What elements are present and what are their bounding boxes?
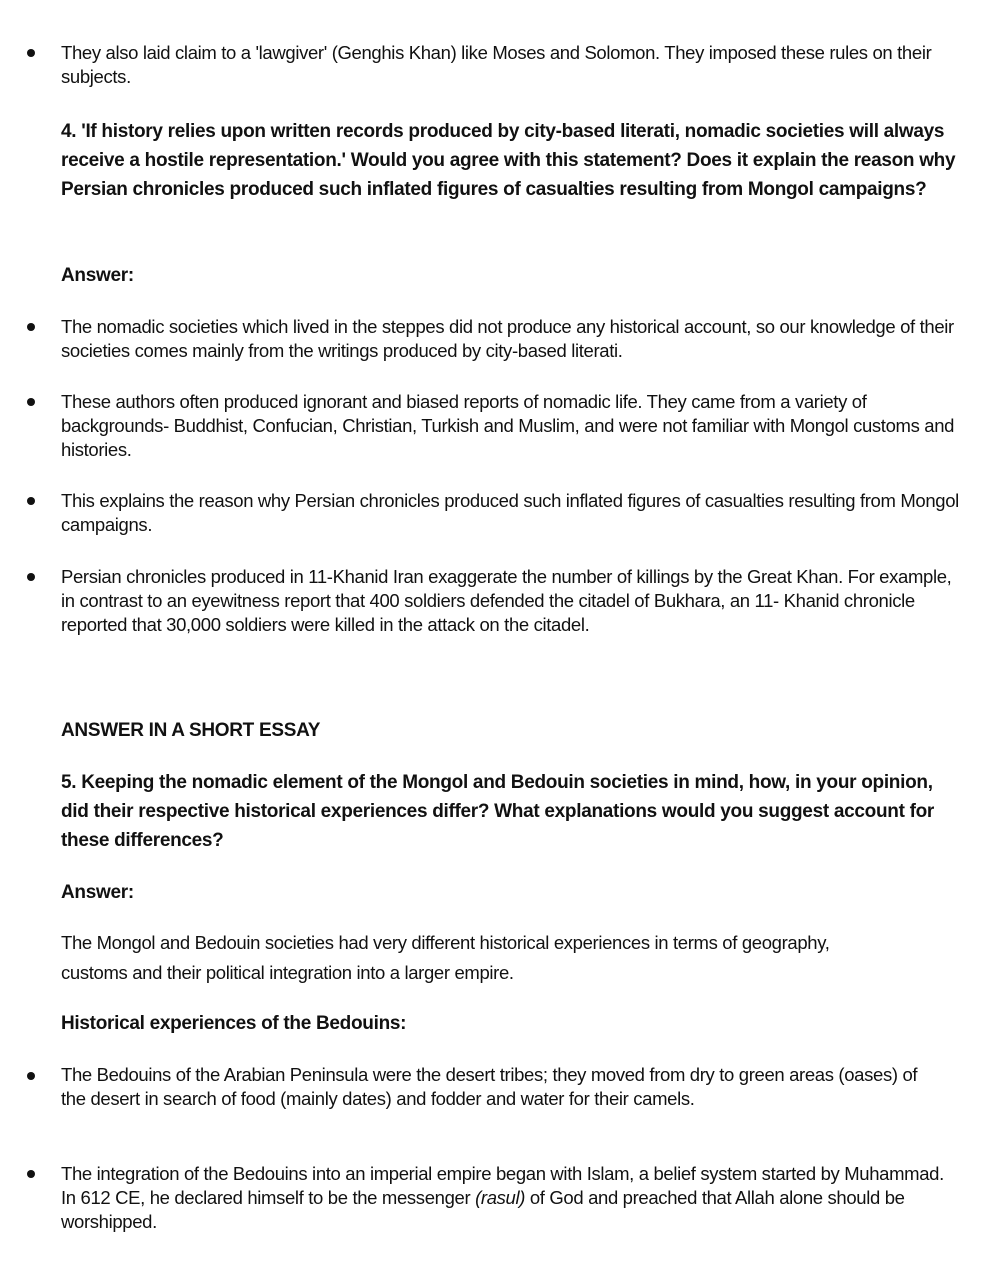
bullet-icon xyxy=(27,1072,35,1080)
rasul-term: (rasul) xyxy=(475,1187,526,1208)
question-4: 4. 'If history relies upon written records produced by city-based literati, nomadic societies will always receive a hostile representation.' Would you agree with this statement? Does it explain the reason why Persian chronicles produced such inflated figures of casualties resulting from Mongol campaigns? xyxy=(61,121,956,200)
bullet-lawgiver: They also laid claim to a 'lawgiver' (Genghis Khan) like Moses and Solomon. They imposed these rules on their subjects. xyxy=(61,42,932,87)
integration-text-start: The integration of the Bedouins into an imperial empire began with Islam, a belief system started by Muhammad. In 612 CE, he declared himself to be the messenger xyxy=(61,1163,944,1208)
bullet-inflated-figures: This explains the reason why Persian chronicles produced such inflated figures of casualties resulting from Mongol campaigns. xyxy=(61,490,959,535)
bullet-icon xyxy=(27,573,35,581)
answer-label-4: Answer: xyxy=(61,265,134,286)
question-5: 5. Keeping the nomadic element of the Mongol and Bedouin societies in mind, how, in your opinion, did their respective historical experiences differ? What explanations would you suggest account for these differences? xyxy=(61,772,934,851)
section-heading-short-essay: ANSWER IN A SHORT ESSAY xyxy=(61,720,321,741)
answer-label-5: Answer: xyxy=(61,882,134,903)
subheading-bedouins: Historical experiences of the Bedouins: xyxy=(61,1013,407,1034)
bullet-persian-chronicles: Persian chronicles produced in 11-Khanid Iran exaggerate the number of killings by the Great Khan. For example, in contrast to an eyewitness report that 400 soldiers defended the citadel of Bukhara, an 11- Khanid chronicle reported that 30,000 soldiers were killed in the attack on the citadel. xyxy=(61,566,952,635)
bullet-icon xyxy=(27,49,35,57)
bullet-authors-biased: These authors often produced ignorant and biased reports of nomadic life. They came from a variety of backgrounds- Buddhist, Confucian, Christian, Turkish and Muslim, and were not familiar with Mongol customs and histories. xyxy=(61,391,955,460)
bullet-icon xyxy=(27,323,35,331)
bullet-nomadic-societies: The nomadic societies which lived in the steppes did not produce any historical account, so our knowledge of their societies comes mainly from the writings produced by city-based literati. xyxy=(61,316,954,361)
bullet-icon xyxy=(27,1170,35,1178)
bullet-icon xyxy=(27,497,35,505)
intro-paragraph: The Mongol and Bedouin societies had very different historical experiences in terms of geography, customs and their political integration into a larger empire. xyxy=(61,932,830,983)
bullet-integration-islam xyxy=(61,1162,951,1234)
integration-text-end: of God and preached that Allah alone should be worshipped. xyxy=(61,1187,905,1232)
bullet-icon xyxy=(27,398,35,406)
bullet-bedouin-tribes: The Bedouins of the Arabian Peninsula were the desert tribes; they moved from dry to green areas (oases) of the desert in search of food (mainly dates) and fodder and water for their camels. xyxy=(61,1064,918,1109)
